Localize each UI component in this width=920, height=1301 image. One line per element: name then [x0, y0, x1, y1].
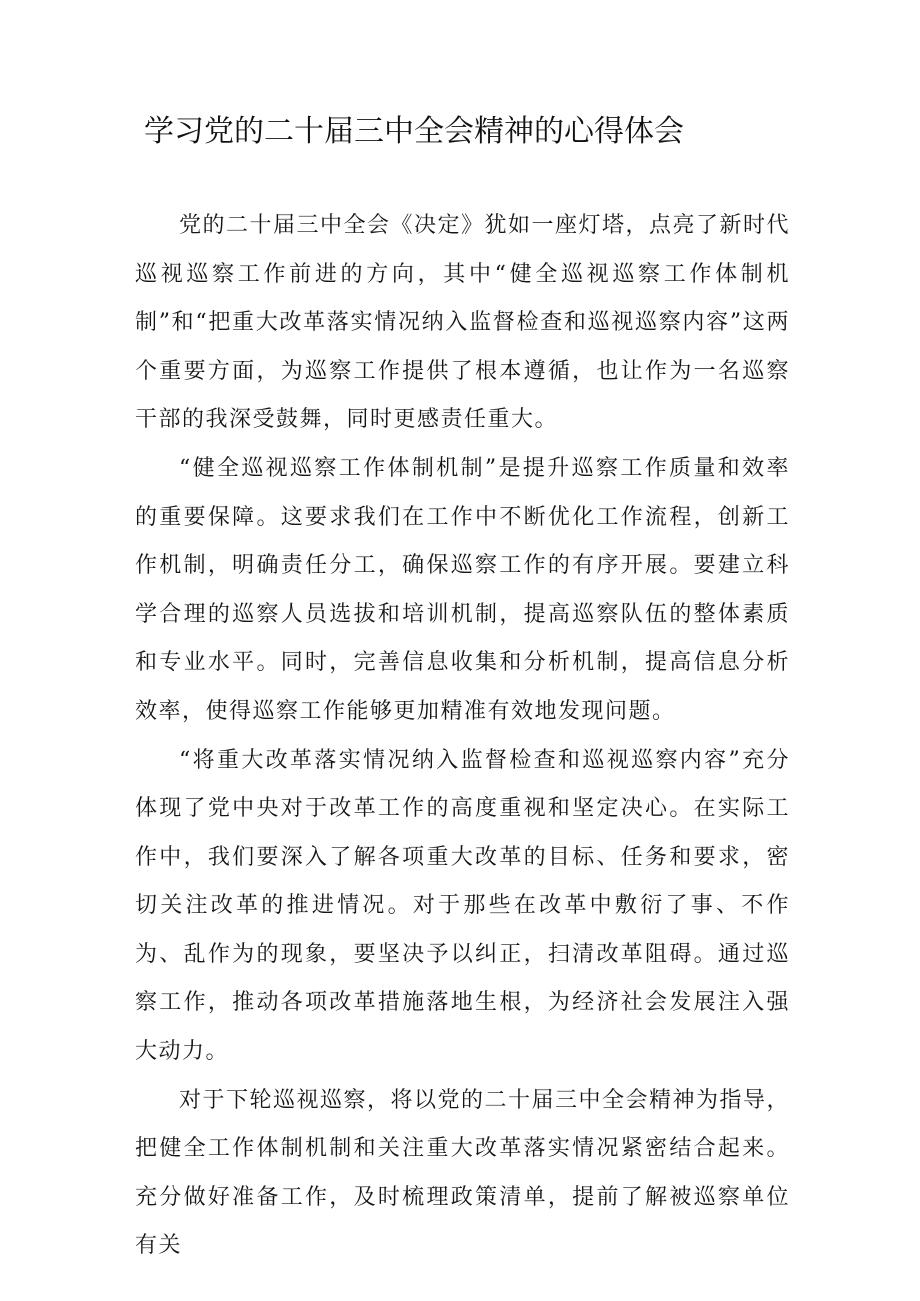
paragraph-4: 对于下轮巡视巡察，将以党的二十届三中全会精神为指导，把健全工作体制机制和关注重大改革落实情况紧密结合起来。充分做好准备工作，及时梳理政策清单，提前了解被巡察单位有关: [135, 1087, 791, 1259]
document-title: 学习党的二十届三中全会精神的心得体会: [144, 114, 684, 149]
paragraph-2: “健全巡视巡察工作体制机制”是提升巡察工作质量和效率的重要保障。这要求我们在工作中不断优化工作流程，创新工作机制，明确责任分工，确保巡察工作的有序开展。要建立科学合理的巡察人员选拔和培训机制，提高巡察队伍的整体素质和专业水平。同时，完善信息收集和分析机制，提高信息分析效率，使得巡察工作能够更加精准有效地发现问题。: [135, 456, 790, 724]
paragraph-1: 党的二十届三中全会《决定》犹如一座灯塔，点亮了新时代巡视巡察工作前进的方向，其中“健全巡视巡察工作体制机制”和“把重大改革落实情况纳入监督检查和巡视巡察内容”这两个重要方面，为巡察工作提供了根本遵循，也让作为一名巡察干部的我深受鼓舞，同时更感责任重大。: [135, 213, 791, 432]
document-body: [135, 202, 790, 1271]
paragraph-3: “将重大改革落实情况纳入监督检查和巡视巡察内容”充分体现了党中央对于改革工作的高度重视和坚定决心。在实际工作中，我们要深入了解各项重大改革的目标、任务和要求，密切关注改革的推进情况。对于那些在改革中敷衍了事、不作为、乱作为的现象，要坚决予以纠正，扫清改革阻碍。通过巡察工作，推动各项改革措施落地生根，为经济社会发展注入强大动力。: [135, 747, 790, 1064]
